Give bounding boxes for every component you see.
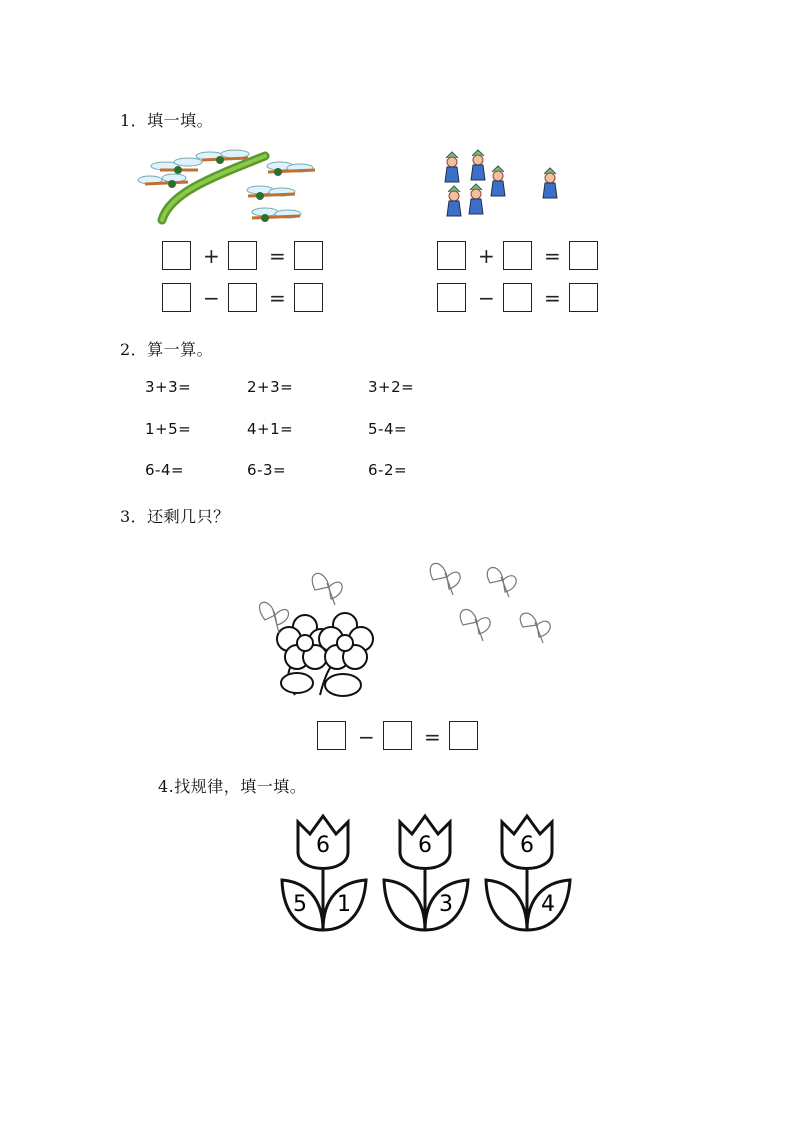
q4-title: 4.找规律，填一填。 <box>158 777 307 796</box>
answer-box[interactable] <box>383 721 412 750</box>
tulip-3 <box>482 812 574 937</box>
tulip-right-leaf-number: 4 <box>541 892 555 917</box>
answer-box[interactable] <box>228 283 257 312</box>
dragonfly-icon <box>151 158 202 174</box>
math-expression: 1+5= <box>145 420 192 438</box>
fairy-icon <box>491 166 505 196</box>
q3-title: 3．还剩几只？ <box>120 507 230 526</box>
answer-box[interactable] <box>437 241 466 270</box>
equals-sign: = <box>424 725 441 749</box>
fairy-icon <box>469 184 483 214</box>
tulip-right-leaf-number: 1 <box>337 892 351 917</box>
plus-sign: + <box>478 244 495 268</box>
tulip-right-leaf-number: 3 <box>439 892 453 917</box>
dragonfly-icon <box>267 162 315 176</box>
q1-title: 1．填一填。 <box>120 111 214 130</box>
butterfly-icon <box>487 568 516 597</box>
butterfly-icon <box>430 563 460 595</box>
answer-box[interactable] <box>437 283 466 312</box>
answer-box[interactable] <box>228 241 257 270</box>
dragonfly-icon <box>138 174 188 188</box>
answer-box[interactable] <box>162 241 191 270</box>
flowers-butterflies-picture <box>245 555 565 705</box>
answer-box[interactable] <box>162 283 191 312</box>
equals-sign: = <box>544 286 561 310</box>
flower-icon <box>277 613 373 696</box>
math-expression: 5-4= <box>368 420 408 438</box>
tulip-top-number: 6 <box>418 833 432 858</box>
fairy-icon <box>471 150 485 180</box>
answer-box[interactable] <box>317 721 346 750</box>
fairy-icon <box>543 168 557 198</box>
dragonfly-picture <box>140 148 320 233</box>
answer-box[interactable] <box>569 283 598 312</box>
tulip-top-number: 6 <box>316 833 330 858</box>
q2-title: 2．算一算。 <box>120 340 214 359</box>
tulip-left-leaf-number: 5 <box>293 892 307 917</box>
math-expression: 2+3= <box>247 378 294 396</box>
answer-box[interactable] <box>503 283 532 312</box>
butterfly-icon <box>460 610 490 641</box>
fairy-icon <box>447 186 461 216</box>
minus-sign: − <box>203 286 220 310</box>
fairy-picture <box>440 150 570 230</box>
math-expression: 4+1= <box>247 420 294 438</box>
fairy-icon <box>445 152 459 182</box>
math-expression: 3+2= <box>368 378 415 396</box>
math-expression: 6-2= <box>368 461 408 479</box>
butterfly-icon <box>520 613 550 643</box>
answer-box[interactable] <box>294 283 323 312</box>
equals-sign: = <box>269 244 286 268</box>
minus-sign: − <box>358 725 375 749</box>
answer-box[interactable] <box>503 241 532 270</box>
answer-box[interactable] <box>449 721 478 750</box>
answer-box[interactable] <box>569 241 598 270</box>
answer-box[interactable] <box>294 241 323 270</box>
minus-sign: − <box>478 286 495 310</box>
math-expression: 6-3= <box>247 461 287 479</box>
equals-sign: = <box>269 286 286 310</box>
tulip-1 <box>278 812 370 937</box>
dragonfly-icon <box>247 186 295 200</box>
equals-sign: = <box>544 244 561 268</box>
dragonfly-icon <box>252 208 301 222</box>
tulip-2 <box>380 812 472 937</box>
math-expression: 6-4= <box>145 461 185 479</box>
math-expression: 3+3= <box>145 378 192 396</box>
butterfly-icon <box>312 573 342 605</box>
tulip-top-number: 6 <box>520 833 534 858</box>
plus-sign: + <box>203 244 220 268</box>
